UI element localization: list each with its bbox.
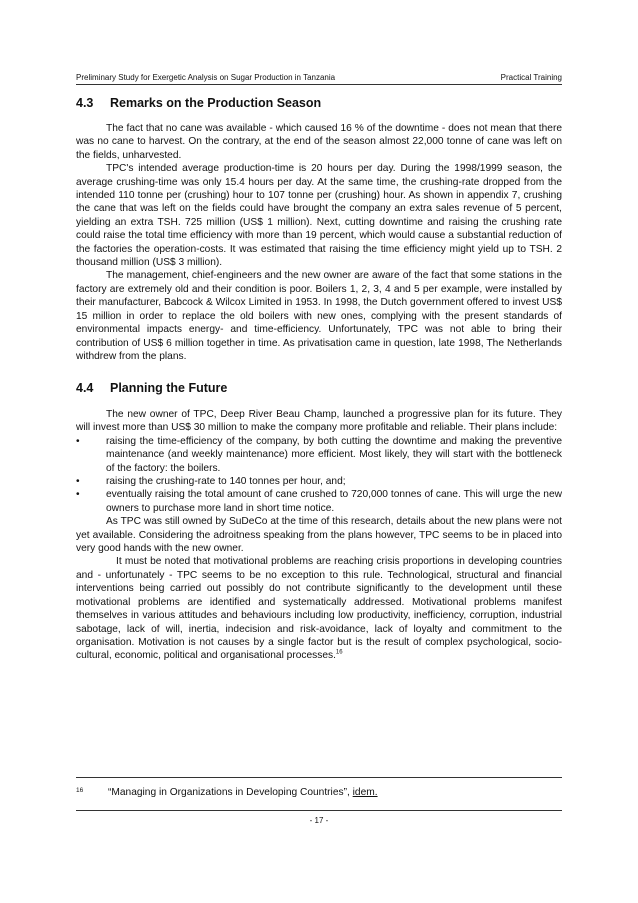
paragraph: The management, chief-engineers and the new owner are aware of the fact that some stations in the factory are extremely old and their condition is poor. Boilers 1, 2, 3, 4 and 5 per example, were installed by their manufacturer, Babcock & Wilcox Limited in 1953. In 1998, the Dutch government offered to invest US$ 15 million in order to replace the old boilers with new ones, complying with the present standards of environmental impacts energy- and time-efficiency. Unfortunately, TPC was not able to bring their contribution of US$ 6 million together in time. As privatisation came in question, late 1998, The Netherlands withdrew from the plans. [76,270,562,362]
bullet-text: eventually raising the total amount of cane crushed to 720,000 tonnes of cane. This will urge the new owners to purchase more land in short time notice. [106,489,562,514]
bullet-item [76,435,562,475]
bullet-text: raising the time-efficiency of the company, by both cutting the downtime and making the preventive maintenance (and weekly maintenance) more efficient. Most likely, they will start with the bottleneck of the factory: the boilers. [106,435,562,474]
header-title: Preliminary Study for Exergetic Analysis on Sugar Production in Tanzania [76,73,336,82]
bullet-icon: • [76,435,80,447]
footnote [76,787,562,798]
section-heading-4-4 [76,381,227,395]
section-4-4-body [76,408,562,663]
bullet-text: raising the crushing-rate to 140 tonnes per hour, and; [106,476,346,488]
footnote-body [108,787,378,798]
bullet-icon: • [76,476,80,488]
section-title: Remarks on the Production Season [110,96,322,110]
paragraph: The fact that no cane was available - which caused 16 % of the downtime - does not mean that there was no cane to harvest. On the contrary, at the end of the season almost 22,000 tonne of cane was left on the fields, unharvested. [76,123,562,161]
paragraph [76,555,562,662]
footer-divider [76,810,562,811]
footnote-idem: idem. [352,787,378,798]
paragraph-text: It must be noted that motivational problems are reaching crisis proportions in developing countries and - unfortunately - TPC seems to be no exception to this rule. Technological, structural and financial interventions being carried out possibly do not contribute significantly to the development until these motivational problems are identified and systematically addressed. Motivational problems manifest themselves in various attitudes and behaviours including low productivity, inefficiency, corruption, industrial sabotage, lack of will, inertia, indecision and risk-avoidance, lack of loyalty and commitment to the organisation. Motivation is not causes by a single factor but is the result of complex psychological, socio-cultural, economic, political and organisational processes. [76,556,562,662]
paragraph: The new owner of TPC, Deep River Beau Champ, launched a progressive plan for its future. They will invest more than US$ 30 million to make the company more profitable and reliable. Their plans include: [76,409,562,434]
section-number: 4.3 [76,96,94,110]
section-number: 4.4 [76,381,94,395]
paragraph: As TPC was still owned by SuDeCo at the time of this research, details about the new plans were not yet available. Considering the adroitness speaking from the plans however, TPC seems to be in placed into very good hands with the new owner. [76,516,562,555]
running-header [76,73,562,85]
page-number: - 17 - [309,816,329,825]
bullet-item [76,475,562,488]
section-4-3-body [76,122,562,363]
bullet-item [76,488,562,515]
footnote-text: “Managing in Organizations in Developing Countries”, [108,787,353,798]
footnote-number: 16 [76,787,84,794]
bullet-icon: • [76,489,80,501]
header-section: Practical Training [500,73,562,82]
paragraph: TPC's intended average production-time is 20 hours per day. During the 1998/1999 season, the average crushing-time was only 15.4 hours per day. At the same time, the crushing-rate dropped from the intended 110 tonne per (crushing) hour to 107 tonne per (crushing) hour. As shown in appendix 7, crushing the cane that was left on the fields could have brought the company an extra sales revenue of 5 percent, yielding an extra TSH. 725 million (US$ 1 million). Next, cutting downtime and raising the crushing rate could raise the total time efficiency with more than 19 percent, which would cause a substantial reduction of the factories the operation-costs. It was estimated that raising the time efficiency might yield up to TSH. 2 thousand million (US$ 3 million). [76,163,562,269]
footnote-reference[interactable]: 16 [335,649,343,656]
section-title: Planning the Future [110,381,228,395]
section-heading-4-3 [76,96,321,110]
footnote-divider [76,777,562,778]
